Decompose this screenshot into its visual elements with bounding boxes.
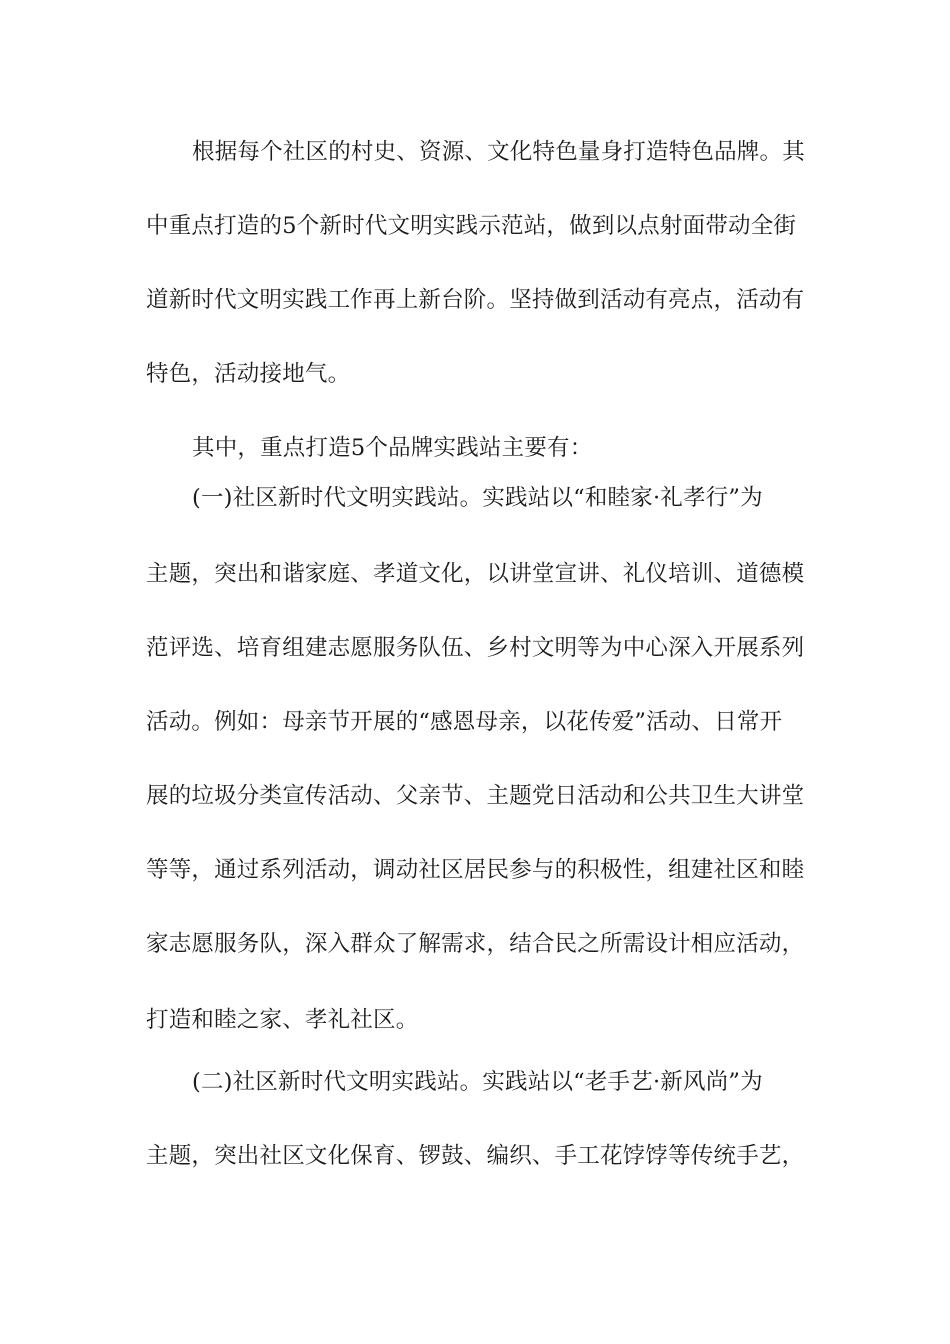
paragraph-3-line-4: 活动。例如：母亲节开展的“感恩母亲，以花传爱”活动、日常开 — [146, 709, 783, 735]
paragraph-1-line-4: 特色，活动接地气。 — [146, 361, 351, 387]
paragraph-4-line-2: 主题，突出社区文化保育、锣鼓、编织、手工花饽饽等传统手艺， — [146, 1143, 805, 1169]
paragraph-3-line-5: 展的垃圾分类宣传活动、父亲节、主题党日活动和公共卫生大讲堂 — [146, 783, 805, 809]
paragraph-4-line-1: (二)社区新时代文明实践站。实践站以“老手艺·新风尚”为 — [192, 1069, 763, 1095]
paragraph-1-line-1: 根据每个社区的村史、资源、文化特色量身打造特色品牌。其 — [192, 139, 805, 165]
paragraph-3-line-8: 打造和睦之家、孝礼社区。 — [146, 1007, 419, 1033]
paragraph-3-line-2: 主题，突出和谐家庭、孝道文化，以讲堂宣讲、礼仪培训、道德模 — [146, 561, 805, 587]
paragraph-3-line-3: 范评选、培育组建志愿服务队伍、乡村文明等为中心深入开展系列 — [146, 635, 805, 661]
paragraph-3-line-1: (一)社区新时代文明实践站。实践站以“和睦家·礼孝行”为 — [192, 485, 763, 511]
paragraph-2-line-1: 其中，重点打造5个品牌实践站主要有： — [192, 435, 593, 461]
paragraph-1-line-3: 道新时代文明实践工作再上新台阶。坚持做到活动有亮点，活动有 — [146, 287, 805, 313]
paragraph-1-line-2: 中重点打造的5个新时代文明实践示范站，做到以点射面带动全街 — [146, 213, 797, 239]
paragraph-3-line-7: 家志愿服务队，深入群众了解需求，结合民之所需设计相应活动， — [146, 931, 805, 957]
paragraph-3-line-6: 等等，通过系列活动，调动社区居民参与的积极性，组建社区和睦 — [146, 857, 805, 883]
